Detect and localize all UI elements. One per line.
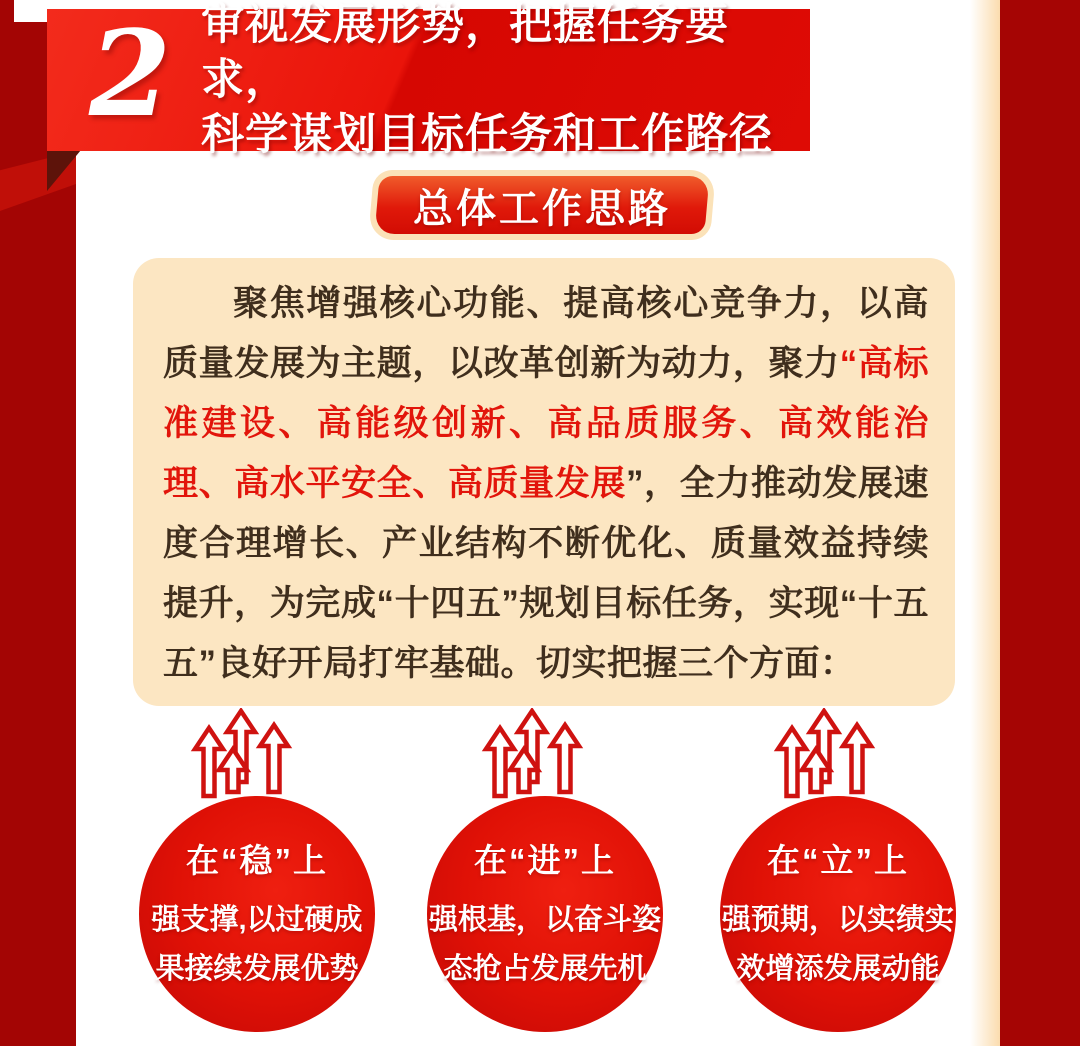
- section-title-line2: 科学谋划目标任务和工作路径: [201, 110, 774, 159]
- overview-paragraph: [163, 274, 929, 694]
- overview-text-highlight: “高标准建设、高能级创新、高品质服务、高效能治理、高水平安全、高质量发展: [163, 344, 929, 503]
- pillar-circle-progress: [427, 796, 663, 1032]
- overview-badge-label: 总体工作思路: [413, 186, 671, 231]
- pillar-line-3: 果接续发展优势: [155, 952, 359, 985]
- right-edge-gradient: [970, 0, 1000, 1046]
- pillar-line-1: 在“稳”上: [186, 841, 328, 879]
- right-ribbon-band: [1000, 0, 1080, 1046]
- section-number: 2: [89, 4, 172, 143]
- section-title: [201, 0, 810, 163]
- rising-arrows-icon: [475, 708, 595, 804]
- pillar-circle-establish: [720, 796, 956, 1032]
- overview-badge-background: [374, 176, 709, 234]
- overview-panel: [133, 258, 955, 706]
- pillar-circle-stability: [139, 796, 375, 1032]
- section-header-banner: [47, 0, 810, 159]
- rising-arrows-icon: [767, 708, 887, 804]
- pillar-line-2: 强预期，以实绩实: [721, 903, 954, 936]
- pillar-line-1: 在“进”上: [474, 841, 616, 879]
- pillar-line-2: 强支撑,以过硬成: [151, 903, 363, 936]
- pillar-line-1: 在“立”上: [767, 841, 909, 879]
- pillar-line-3: 态抢占发展先机: [443, 952, 647, 985]
- rising-arrows-icon: [184, 708, 304, 804]
- overview-badge: [368, 170, 716, 240]
- pillar-line-2: 强根基，以奋斗姿: [428, 903, 661, 936]
- pillar-line-3: 效增添发展动能: [736, 952, 940, 985]
- section-title-line1: 审视发展形势，把握任务要求，: [201, 0, 730, 104]
- overview-text-before: 聚焦增强核心功能、提高核心竞争力，以高质量发展为主题，以改革创新为动力，聚力: [163, 284, 929, 383]
- overview-text-after: ”，全力推动发展速度合理增长、产业结构不断优化、质量效益持续提升，为完成“十四五”规划目标任务，实现“十五五”良好开局打牢基础。切实把握三个方面：: [163, 464, 929, 683]
